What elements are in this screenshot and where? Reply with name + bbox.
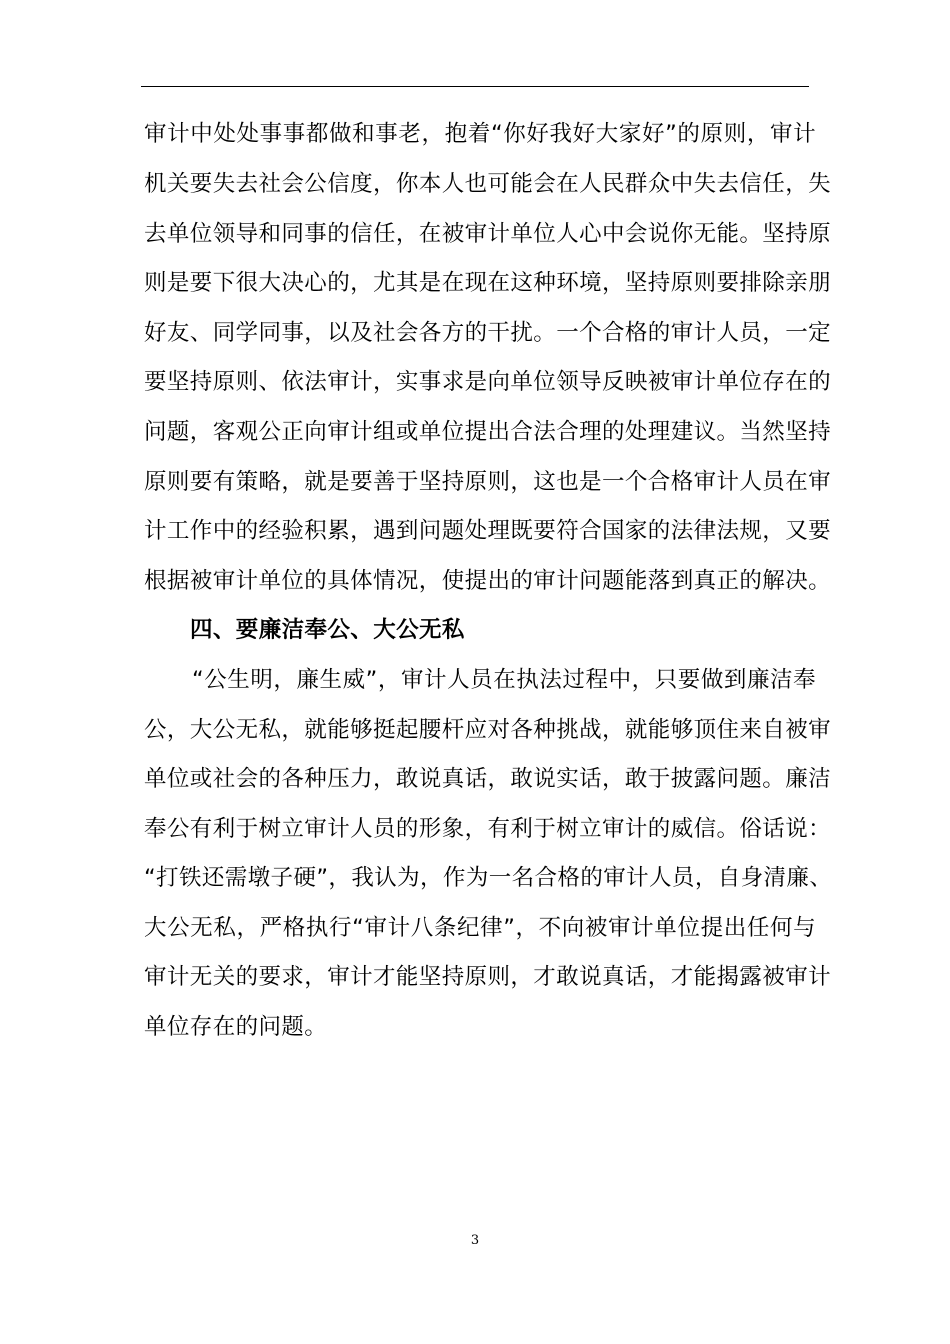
paragraph-line: 奉公有利于树立审计人员的形象，有利于树立审计的威信。俗话说： (144, 816, 832, 842)
section-heading: 四、要廉洁奉公、大公无私 (190, 617, 465, 643)
paragraph-line: 审计无关的要求，审计才能坚持原则，才敢说真话，才能揭露被审计 (144, 964, 832, 990)
paragraph-line: “打铁还需墩子硬”，我认为，作为一名合格的审计人员，自身清廉、 (144, 865, 833, 891)
paragraph-line: 要坚持原则、依法审计，实事求是向单位领导反映被审计单位存在的 (144, 369, 832, 395)
paragraph-line: 大公无私，严格执行“审计八条纪律”，不向被审计单位提出任何与 (144, 915, 816, 941)
paragraph-line: 原则要有策略，就是要善于坚持原则，这也是一个合格审计人员在审 (144, 469, 832, 495)
paragraph-line: 机关要失去社会公信度，你本人也可能会在人民群众中失去信任，失 (144, 171, 832, 197)
paragraph-line: 计工作中的经验积累，遇到问题处理既要符合国家的法律法规，又要 (144, 518, 832, 544)
paragraph-line: 单位存在的问题。 (144, 1014, 328, 1040)
paragraph-line: 审计中处处事事都做和事老，抱着“你好我好大家好”的原则，审计 (144, 121, 816, 147)
paragraph-line: 去单位领导和同事的信任，在被审计单位人心中会说你无能。坚持原 (144, 221, 832, 247)
paragraph-line: 问题，客观公正向审计组或单位提出合法合理的处理建议。当然坚持 (144, 419, 832, 445)
page-number: 3 (470, 1233, 480, 1248)
paragraph-line: 根据被审计单位的具体情况，使提出的审计问题能落到真正的解决。 (144, 568, 832, 594)
paragraph-line: “公生明，廉生威”，审计人员在执法过程中，只要做到廉洁奉 (192, 667, 816, 693)
paragraph-line: 单位或社会的各种压力，敢说真话，敢说实话，敢于披露问题。廉洁 (144, 766, 832, 792)
paragraph-line: 则是要下很大决心的，尤其是在现在这种环境，坚持原则要排除亲朋 (144, 270, 832, 296)
paragraph-line: 公，大公无私，就能够挺起腰杆应对各种挑战，就能够顶住来自被审 (144, 717, 832, 743)
header-rule (141, 86, 809, 87)
paragraph-line: 好友、同学同事，以及社会各方的干扰。一个合格的审计人员，一定 (144, 320, 832, 346)
